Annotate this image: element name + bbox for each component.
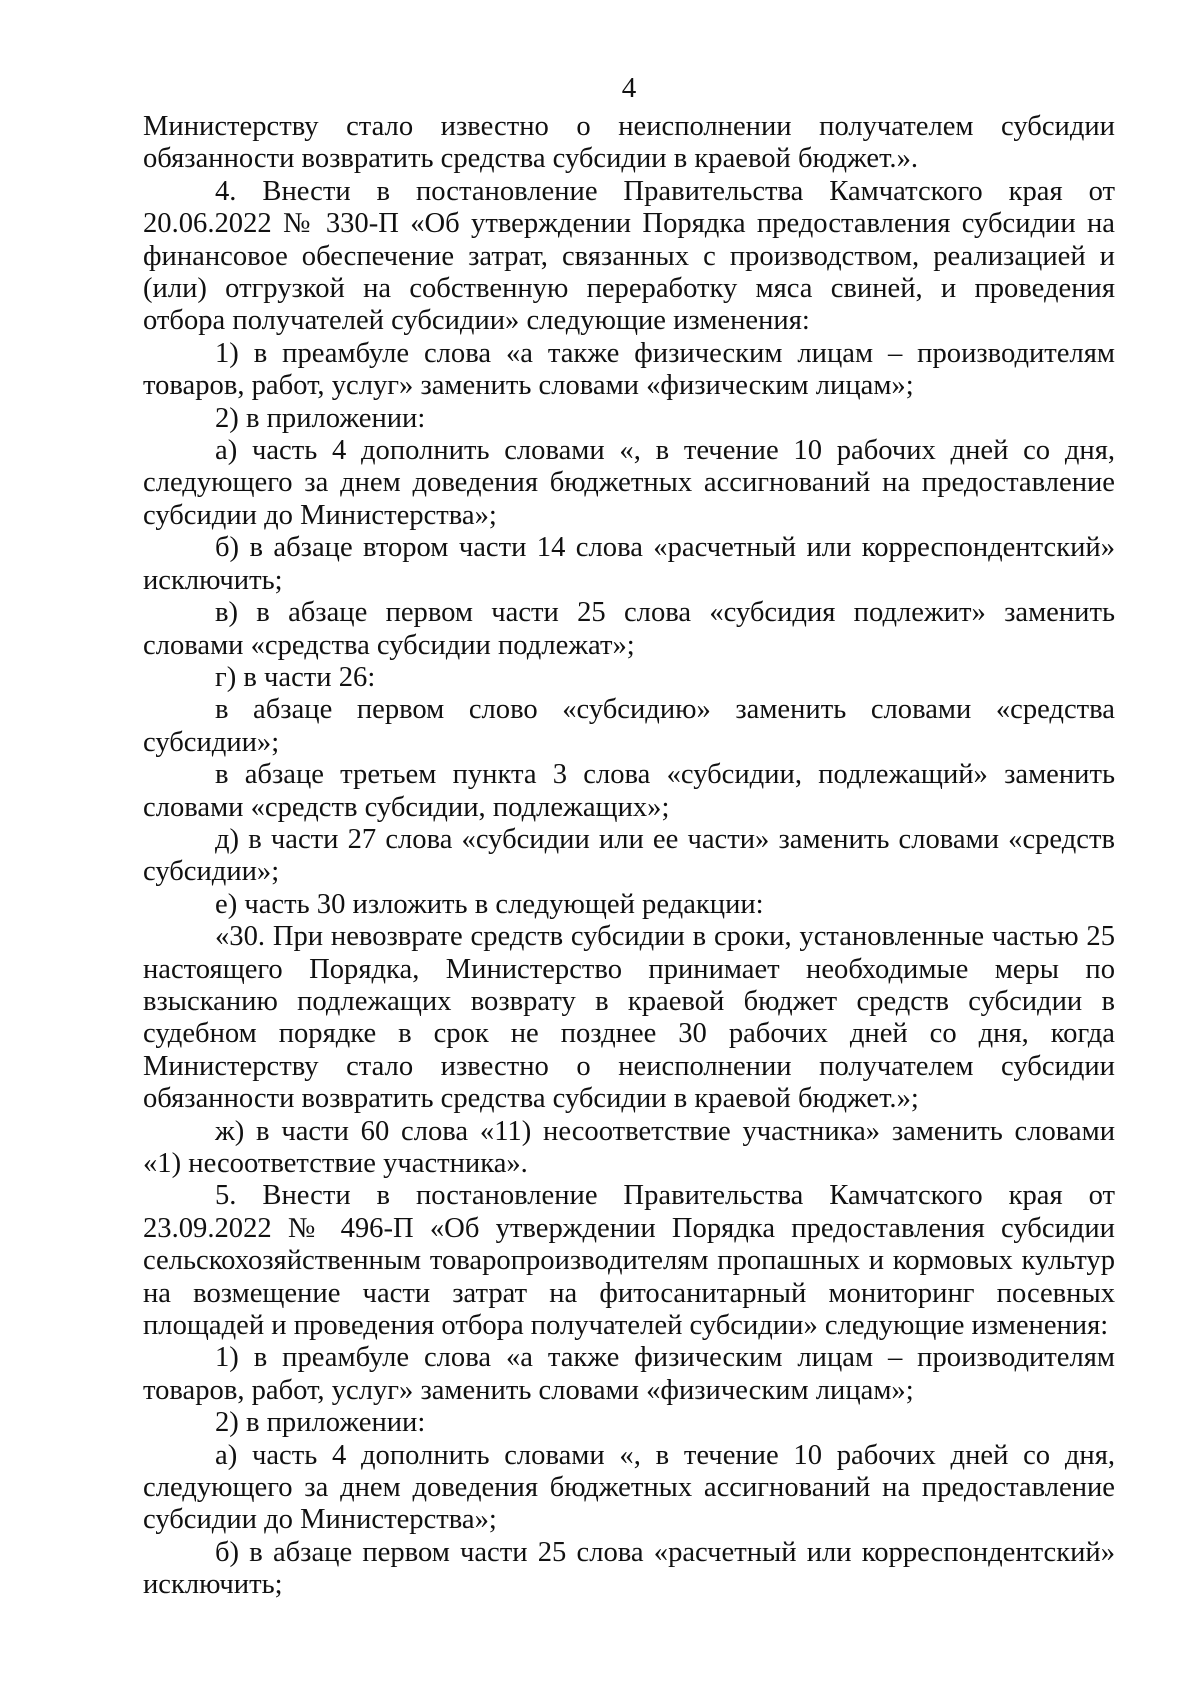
paragraph-subitem: б) в абзаце втором части 14 слова «расчетный или корреспондентский» исключить; [143,532,1115,596]
paragraph-subitem: д) в части 27 слова «субсидии или ее части» заменить словами «средств субсидии»; [143,823,1115,888]
document-body [143,111,1115,1602]
paragraph-subitem: в абзаце третьем пункта 3 слова «субсидии, подлежащий» заменить словами «средств субсидии, подлежащих»; [143,759,1115,823]
paragraph-subitem: в) в абзаце первом части 25 слова «субсидия подлежит» заменить словами «средства субсидии подлежат»; [143,597,1115,661]
paragraph-subitem: 1) в преамбуле слова «а также физическим лицам – производителям товаров, работ, услуг» заменить словами «физическим лицам»; [143,337,1115,402]
paragraph-subitem: 1) в преамбуле слова «а также физическим лицам – производителям товаров, работ, услуг» заменить словами «физическим лицам»; [143,1342,1115,1406]
paragraph-subitem: 2) в приложении: [215,1407,426,1439]
paragraph-continuation: Министерству стало известно о неисполнении получателем субсидии обязанности возвратить средства субсидии в краевой бюджет.». [143,111,1115,175]
paragraph-subitem: б) в абзаце первом части 25 слова «расчетный или корреспондентский» исключить; [143,1536,1115,1601]
paragraph-subitem: в абзаце первом слово «субсидию» заменить словами «средства субсидии»; [143,694,1115,758]
page-number: 4 [621,72,637,104]
paragraph-subitem: е) часть 30 изложить в следующей редакции: [215,888,764,920]
paragraph-item-5: 5. Внести в постановление Правительства Камчатского края от 23.09.2022 № 496-П «Об утверждении Порядка предоставления субсидии сельскохозяйственным товаропроизводителям пропашных и кормовых культур на возмещение части затрат на фитосанитарный мониторинг посевных площадей и проведения отбора получателей субсидии» следующие изменения: [143,1180,1115,1342]
paragraph-subitem: 2) в приложении: [215,402,426,434]
paragraph-subitem: ж) в части 60 слова «11) несоответствие участника» заменить словами «1) несоответствие участника». [143,1115,1115,1179]
paragraph-subitem: г) в части 26: [215,661,376,693]
paragraph-quote: «30. При невозврате средств субсидии в сроки, установленные частью 25 настоящего Порядка, Министерство принимает необходимые меры по взысканию подлежащих возврату в краевой бюджет средств субсидии в судебном порядке в срок не позднее 30 рабочих дней со дня, когда Министерству стало известно о неисполнении получателем субсидии обязанности возвратить средства субсидии в краевой бюджет.»; [143,921,1115,1115]
paragraph-subitem: а) часть 4 дополнить словами «, в течение 10 рабочих дней со дня, следующего за днем доведения бюджетных ассигнований на предоставление субсидии до Министерства»; [143,435,1115,531]
paragraph-item-4: 4. Внести в постановление Правительства Камчатского края от 20.06.2022 № 330-П «Об утверждении Порядка предоставления субсидии на финансовое обеспечение затрат, связанных с производством, реализацией и (или) отгрузкой на собственную переработку мяса свиней, и проведения отбора получателей субсидии» следующие изменения: [143,175,1115,337]
paragraph-subitem: а) часть 4 дополнить словами «, в течение 10 рабочих дней со дня, следующего за днем доведения бюджетных ассигнований на предоставление субсидии до Министерства»; [143,1439,1115,1536]
